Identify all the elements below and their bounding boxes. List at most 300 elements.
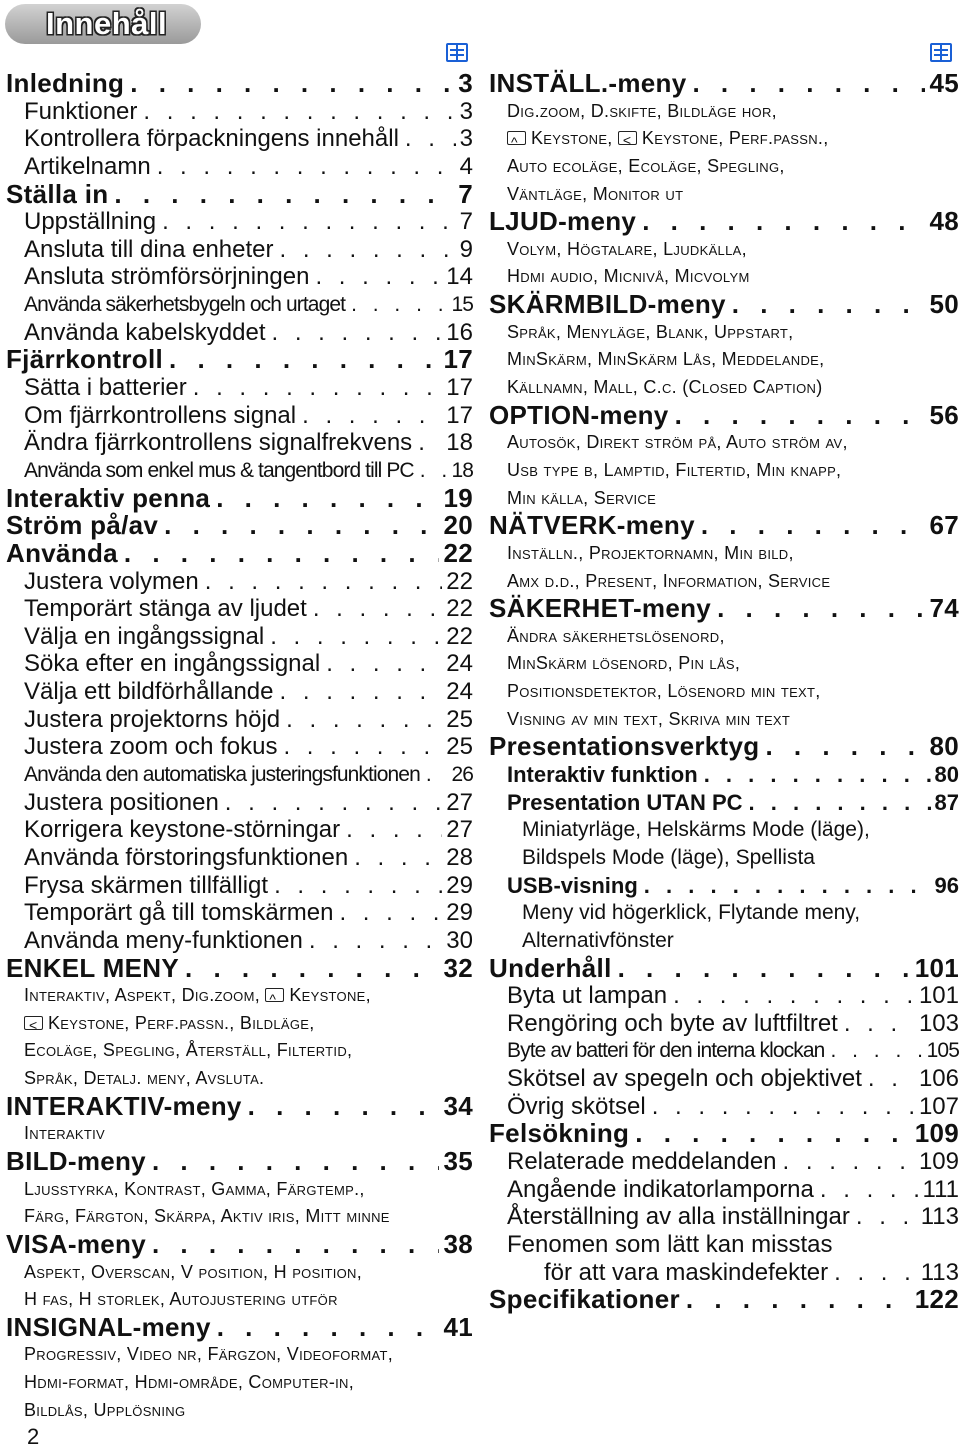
toc-subentry [6, 1010, 473, 1038]
toc-page-number: 7 [459, 208, 473, 236]
toc-entry-title: Välja ett bildförhållande [24, 678, 274, 706]
dot-leader [686, 70, 925, 98]
toc-entry[interactable] [489, 1120, 959, 1148]
toc-subentry [489, 374, 959, 402]
dot-leader [280, 706, 442, 734]
toc-entry-title: ENKEL MENY [6, 952, 179, 983]
toc-entry[interactable] [6, 263, 473, 291]
toc-page-number: 32 [443, 952, 473, 983]
toc-subentry-text: Amx d.d., Present, Information, Service [507, 570, 831, 591]
toc-entry[interactable] [6, 816, 473, 844]
toc-entry-title: Kontrollera förpackningens innehåll [24, 125, 399, 153]
toc-subentry [6, 1397, 473, 1425]
toc-subentry-text: Keystone, Perf.passn., Bildläge, [48, 1012, 315, 1033]
toc-entry[interactable] [6, 482, 473, 513]
toc-entry[interactable] [6, 236, 473, 264]
toc-page-number: 109 [914, 1118, 959, 1149]
keystone-horizontal-icon [618, 131, 637, 145]
toc-entry-title: Relaterade meddelanden [507, 1147, 777, 1175]
keystone-vertical-icon [507, 131, 526, 145]
toc-subentry [489, 706, 959, 734]
toc-entry[interactable] [489, 952, 959, 983]
toc-entry[interactable] [6, 789, 473, 817]
toc-subentry-text: MinSkärm, MinSkärm Lås, Meddelande, [507, 349, 825, 370]
toc-entry-title: Söka efter en ingångssignal [24, 650, 321, 678]
toc-entry[interactable] [489, 208, 959, 236]
dot-leader [669, 402, 926, 430]
toc-subentry-text: Positionsdetektor, Lösenord min text, [507, 681, 821, 702]
toc-page-number: 29 [446, 871, 473, 899]
page-number: 2 [27, 1424, 40, 1449]
toc-entry-title: Övrig skötsel [507, 1092, 646, 1120]
toc-subentry [6, 1176, 473, 1204]
toc-entry[interactable] [489, 399, 959, 430]
dot-leader [612, 955, 911, 983]
toc-page-number: 34 [443, 1090, 473, 1121]
dot-leader [412, 429, 442, 457]
toc-page-number: 101 [914, 952, 959, 983]
toc-entry[interactable] [6, 706, 473, 734]
toc-entry[interactable] [489, 595, 959, 623]
toc-subentry-text: Progressiv, Video nr, Färgzon, Videoformat, [24, 1344, 394, 1365]
toc-entry-title: Justera positionen [24, 788, 219, 816]
toc-entry-title: VISA-meny [6, 1228, 146, 1259]
toc-subentry [489, 153, 959, 181]
toc-entry[interactable] [6, 178, 473, 209]
toc-page-number: 105 [926, 1039, 959, 1063]
toc-entry-title: Ansluta strömförsörjningen [24, 263, 310, 291]
toc-left-column [6, 70, 473, 1424]
toc-entry[interactable] [6, 952, 473, 983]
toc-page-number: 22 [446, 595, 473, 623]
dot-leader [340, 816, 442, 844]
toc-entry-title: Fjärrkontroll [6, 344, 164, 375]
toc-entry-title: Artikelnamn [24, 152, 151, 180]
toc-entry-title: Justera projektorns höjd [24, 705, 281, 733]
toc-page-number: 80 [929, 731, 959, 762]
toc-entry[interactable] [6, 98, 473, 126]
toc-subentry [6, 1120, 473, 1148]
toc-page-number: 96 [934, 872, 959, 898]
toc-entry-title: OPTION-meny [489, 399, 669, 430]
toc-page-number: 22 [446, 622, 473, 650]
toc-entry[interactable] [6, 761, 473, 789]
dot-leader [266, 319, 443, 347]
toc-entry[interactable] [6, 733, 473, 761]
toc-subentry-text: Bildlås, Upplösning [24, 1399, 186, 1420]
toc-page-number: 107 [918, 1092, 959, 1120]
book-icon [446, 43, 468, 62]
toc-page-number: 3 [458, 68, 473, 98]
toc-subentry-text: Interaktiv, Aspekt, Dig.zoom, [24, 985, 261, 1006]
toc-page-number: 20 [443, 510, 473, 541]
toc-page-number: 4 [459, 152, 473, 180]
dot-leader [137, 98, 455, 126]
toc-page-number: 26 [451, 763, 473, 787]
dot-leader [850, 1203, 917, 1231]
toc-entry[interactable] [6, 70, 473, 98]
toc-entry[interactable] [6, 568, 473, 596]
toc-subentry [489, 816, 959, 844]
toc-entry[interactable] [489, 512, 959, 540]
toc-subentry [489, 650, 959, 678]
keystone-vertical-icon [265, 988, 284, 1002]
toc-entry-title: INSTÄLL.-meny [489, 68, 687, 98]
dot-leader [414, 457, 448, 485]
toc-subentry-text: Dig.zoom, D.skifte, Bildläge hor, [507, 100, 777, 121]
toc-entry[interactable] [489, 1148, 959, 1176]
toc-entry[interactable] [6, 125, 473, 153]
toc-entry[interactable] [489, 1286, 959, 1314]
dot-leader [698, 761, 931, 789]
toc-subentry-text: Inställn., Projektornamn, Min bild, [507, 542, 794, 563]
toc-page-number: 7 [458, 178, 473, 209]
dot-leader [348, 844, 442, 872]
dot-leader [274, 678, 443, 706]
toc-entry[interactable] [6, 899, 473, 927]
toc-subentry [6, 1369, 473, 1397]
toc-entry[interactable] [489, 761, 959, 789]
toc-page-number: 3 [459, 125, 473, 153]
toc-entry[interactable] [489, 1093, 959, 1121]
toc-page-number: 25 [446, 733, 473, 761]
toc-entry-title: Välja en ingångssignal [24, 622, 265, 650]
toc-subentry-text: Hdmi audio, Micnivå, Micvolym [507, 266, 750, 287]
toc-subentry [489, 540, 959, 568]
toc-subentry-text: Språk, Menyläge, Blank, Uppstart, [507, 321, 794, 342]
toc-entry[interactable] [489, 733, 959, 761]
dot-leader [638, 872, 931, 900]
toc-entry[interactable] [6, 872, 473, 900]
toc-entry[interactable] [6, 650, 473, 678]
toc-entry-title: Meny vid högerklick, Flytande meny, [522, 901, 861, 925]
toc-entry-title: Ansluta till dina enheter [24, 235, 274, 263]
toc-entry[interactable] [6, 402, 473, 430]
toc-entry-title: Skötsel av spegeln och objektivet [507, 1065, 862, 1093]
toc-page-number: 122 [914, 1284, 959, 1315]
dot-leader [242, 1093, 440, 1121]
toc-entry-title: Använda förstoringsfunktionen [24, 843, 349, 871]
toc-subentry [489, 568, 959, 596]
toc-entry-title: Interaktiv funktion [507, 762, 698, 788]
dot-leader [743, 789, 931, 817]
toc-page-number: 9 [459, 235, 473, 263]
toc-entry-title: Uppställning [24, 208, 157, 236]
toc-subentry [489, 457, 959, 485]
dot-leader [268, 872, 442, 900]
toc-entry[interactable] [6, 429, 473, 457]
toc-page-number: 38 [443, 1228, 473, 1259]
toc-entry[interactable] [489, 872, 959, 900]
toc-page-number: 24 [446, 650, 473, 678]
toc-entry-title: Ställa in [6, 178, 109, 209]
dot-leader [303, 927, 442, 955]
dot-leader [399, 125, 456, 153]
toc-entry[interactable] [489, 1065, 959, 1093]
dot-leader [320, 650, 442, 678]
toc-subentry-text: Usb type b, Lamptid, Filtertid, Min knapp, [507, 459, 842, 480]
toc-subentry [489, 236, 959, 264]
dot-leader [309, 263, 442, 291]
toc-entry[interactable] [489, 1037, 959, 1065]
dot-leader [274, 236, 456, 264]
toc-subentry [6, 1286, 473, 1314]
toc-subentry [6, 1065, 473, 1093]
toc-page-number: 25 [446, 705, 473, 733]
toc-page-number: 30 [446, 926, 473, 954]
toc-entry[interactable] [489, 789, 959, 817]
toc-entry[interactable] [489, 1176, 959, 1204]
toc-entry[interactable] [489, 982, 959, 1010]
toc-entry-title: Återställning av alla inställningar [507, 1203, 850, 1231]
toc-page-number: 113 [920, 1203, 959, 1231]
toc-entry-title: Presentation UTAN PC [507, 789, 743, 815]
toc-entry[interactable] [6, 291, 473, 319]
toc-page-number: 113 [920, 1258, 959, 1286]
toc-subentry-text: Språk, Detalj. meny, Avsluta. [24, 1068, 265, 1089]
toc-entry[interactable] [6, 844, 473, 872]
toc-subentry-text: Keystone, [289, 985, 371, 1006]
toc-entry-title: Felsökning [489, 1118, 630, 1149]
toc-entry-title: Temporärt stänga av ljudet [24, 595, 307, 623]
toc-subentry-text: Min källa, Service [507, 487, 657, 508]
dot-leader [151, 153, 456, 181]
toc-page-number: 101 [918, 982, 959, 1010]
toc-subentry [489, 844, 959, 872]
toc-entry[interactable] [6, 319, 473, 347]
toc-page-number: 48 [929, 206, 959, 237]
dot-leader [726, 291, 926, 319]
toc-entry-title: Funktioner [24, 97, 138, 125]
dot-leader [814, 1176, 919, 1204]
toc-entry-title: Använda [6, 537, 118, 568]
toc-entry[interactable] [6, 623, 473, 651]
dot-leader [629, 1120, 910, 1148]
dot-leader [187, 374, 443, 402]
toc-entry[interactable] [6, 1145, 473, 1176]
dot-leader [420, 761, 448, 789]
toc-entry[interactable] [489, 1259, 959, 1287]
toc-subentry-text: Auto ecoläge, Ecoläge, Spegling, [507, 155, 785, 176]
toc-subentry [489, 899, 959, 927]
dot-leader [636, 208, 925, 236]
toc-subentry-text: Volym, Högtalare, Ljudkälla, [507, 238, 747, 259]
toc-entry-title: USB-visning [507, 872, 638, 898]
toc-entry[interactable] [6, 1090, 473, 1121]
dot-leader [307, 595, 442, 623]
toc-entry-title: Använda kabelskyddet [24, 318, 266, 346]
toc-subentry [6, 982, 473, 1010]
dot-leader [296, 402, 442, 430]
toc-entry[interactable] [6, 457, 473, 485]
toc-page-number: 106 [918, 1065, 959, 1093]
toc-subentry [489, 485, 959, 513]
toc-entry[interactable] [6, 153, 473, 181]
dot-leader [146, 1148, 440, 1176]
dot-leader [680, 1286, 911, 1314]
toc-entry-title: Rengöring och byte av luftfiltret [507, 1009, 838, 1037]
toc-entry-title: BILD-meny [6, 1145, 146, 1176]
toc-entry[interactable] [6, 208, 473, 236]
toc-page-number: 24 [446, 678, 473, 706]
toc-entry-title: Presentationsverktyg [489, 731, 760, 762]
toc-entry-title: Använda den automatiska justeringsfunktionen [24, 763, 420, 787]
toc-subentry [489, 346, 959, 374]
toc-page-number: 87 [934, 789, 959, 815]
toc-subentry [489, 623, 959, 651]
toc-page-number: 80 [934, 762, 959, 788]
page-title: Innehåll [46, 6, 168, 41]
toc-entry[interactable] [6, 537, 473, 568]
toc-entry-title: Om fjärrkontrollens signal [24, 401, 297, 429]
dot-leader [211, 1314, 440, 1342]
toc-subentry-text: H fas, H storlek, Autojustering utför [24, 1289, 338, 1310]
toc-subentry [6, 1259, 473, 1287]
toc-subentry-text: Ändra säkerhetslösenord, [507, 625, 725, 646]
toc-page-number: 3 [459, 97, 473, 125]
toc-page-number: 17 [443, 344, 473, 375]
book-icon [930, 43, 952, 62]
toc-entry-title: för att vara maskindefekter [544, 1258, 829, 1286]
toc-subentry [6, 1203, 473, 1231]
toc-page-number: 67 [929, 510, 959, 541]
toc-entry[interactable] [6, 595, 473, 623]
toc-page-number: 14 [446, 263, 473, 291]
toc-entry[interactable] [489, 70, 959, 98]
dot-leader [838, 1010, 915, 1038]
dot-leader [146, 1231, 440, 1259]
dot-leader [828, 1259, 917, 1287]
dot-leader [124, 70, 454, 98]
toc-page-number: 27 [446, 788, 473, 816]
toc-entry[interactable] [489, 1010, 959, 1038]
toc-entry-title: Använda säkerhetsbygeln och urtaget [24, 293, 346, 317]
toc-page-number: 28 [446, 843, 473, 871]
toc-page-number: 41 [443, 1311, 473, 1342]
toc-subentry [489, 678, 959, 706]
toc-page-number: 27 [446, 816, 473, 844]
toc-subentry-text: Källnamn, Mall, C.c. (Closed Caption) [507, 377, 823, 398]
toc-entry-title: Alternativfönster [522, 928, 674, 952]
toc-entry-title: Sätta i batterier [24, 374, 187, 402]
dot-leader [345, 291, 447, 319]
dot-leader [219, 789, 443, 817]
toc-entry[interactable] [6, 374, 473, 402]
toc-subentry-text: MinSkärm lösenord, Pin lås, [507, 653, 741, 674]
toc-entry-title: Temporärt gå till tomskärmen [24, 899, 334, 927]
toc-subentry [489, 263, 959, 291]
toc-entry-title: Specifikationer [489, 1284, 680, 1315]
toc-entry-title: Bildspels Mode (läge), Spellista [522, 845, 815, 869]
dot-leader [667, 982, 915, 1010]
toc-right-column [489, 70, 959, 1314]
toc-entry-title: LJUD-meny [489, 206, 637, 237]
toc-subentry [489, 1231, 959, 1259]
toc-subentry [489, 98, 959, 126]
toc-page-number: 111 [922, 1175, 959, 1203]
dot-leader [777, 1148, 915, 1176]
toc-entry-title: Frysa skärmen tillfälligt [24, 871, 269, 899]
toc-page-number: 15 [451, 293, 473, 317]
toc-page-number: 18 [451, 458, 473, 482]
dot-leader [163, 346, 439, 374]
toc-entry-title: Korrigera keystone-störningar [24, 816, 341, 844]
dot-leader [759, 733, 925, 761]
toc-page-number: 56 [929, 399, 959, 430]
toc-entry-title: SÄKERHET-meny [489, 593, 712, 624]
toc-entry-title: Interaktiv penna [6, 482, 211, 513]
toc-subentry-text: Autosök, Direkt ström på, Auto ström av, [507, 432, 848, 453]
dot-leader [179, 955, 439, 983]
toc-entry-title: SKÄRMBILD-meny [489, 289, 726, 320]
dot-leader [118, 540, 440, 568]
dot-leader [646, 1093, 915, 1121]
toc-page-number: 74 [929, 593, 959, 624]
toc-subentry [489, 319, 959, 347]
toc-page-number: 19 [443, 482, 473, 513]
dot-leader [824, 1037, 922, 1065]
toc-subentry [6, 1037, 473, 1065]
toc-entry-title: Miniatyrläge, Helskärms Mode (läge), [522, 818, 870, 842]
toc-entry[interactable] [489, 1203, 959, 1231]
toc-subentry-text: Väntläge, Monitor ut [507, 183, 684, 204]
toc-entry[interactable] [6, 1311, 473, 1342]
dot-leader [277, 733, 442, 761]
toc-page-number: 29 [446, 899, 473, 927]
toc-entry[interactable] [6, 1228, 473, 1259]
toc-entry-title: Ström på/av [6, 510, 159, 541]
toc-entry-title: Ändra fjärrkontrollens signalfrekvens [24, 429, 413, 457]
toc-subentry-text: Interaktiv [24, 1123, 105, 1144]
toc-subentry [489, 429, 959, 457]
toc-page-number: 18 [446, 429, 473, 457]
toc-entry-title: INTERAKTIV-meny [6, 1090, 242, 1121]
dot-leader [264, 623, 442, 651]
toc-subentry-text: Visning av min text, Skriva min text [507, 708, 791, 729]
toc-entry-title: NÄTVERK-meny [489, 510, 695, 541]
toc-entry-title: Underhåll [489, 952, 612, 983]
toc-subentry-text: Ecoläge, Spegling, Återställ, Filtertid, [24, 1040, 353, 1061]
toc-page-number: 103 [918, 1009, 959, 1037]
dot-leader [210, 485, 439, 513]
toc-subentry-text: Keystone, Perf.passn., [641, 128, 829, 149]
toc-entry-title: Byta ut lampan [507, 982, 668, 1010]
toc-entry[interactable] [6, 346, 473, 374]
toc-subentry [489, 181, 959, 209]
dot-leader [108, 181, 454, 209]
toc-page-number: 109 [918, 1147, 959, 1175]
toc-entry-title: Använda som enkel mus & tangentbord till PC [24, 458, 414, 482]
toc-entry-title: Inledning [6, 68, 125, 98]
toc-entry-title: Fenomen som lätt kan misstas [507, 1230, 833, 1258]
dot-leader [695, 512, 926, 540]
dot-leader [862, 1065, 915, 1093]
toc-subentry-text: Aspekt, Overscan, V position, H position, [24, 1261, 363, 1282]
toc-page-number: 35 [443, 1145, 473, 1176]
toc-entry-title: Byte av batteri för den interna klockan [507, 1039, 825, 1063]
toc-entry[interactable] [6, 927, 473, 955]
toc-entry[interactable] [6, 512, 473, 540]
toc-page-number: 22 [446, 567, 473, 595]
toc-subentry-text: Keystone, [531, 128, 613, 149]
toc-page-number: 17 [446, 401, 473, 429]
toc-entry-title: Använda meny-funktionen [24, 926, 303, 954]
toc-entry[interactable] [489, 291, 959, 319]
toc-entry[interactable] [6, 678, 473, 706]
toc-subentry [489, 927, 959, 955]
dot-leader [711, 595, 925, 623]
toc-entry-title: Justera zoom och fokus [24, 733, 278, 761]
